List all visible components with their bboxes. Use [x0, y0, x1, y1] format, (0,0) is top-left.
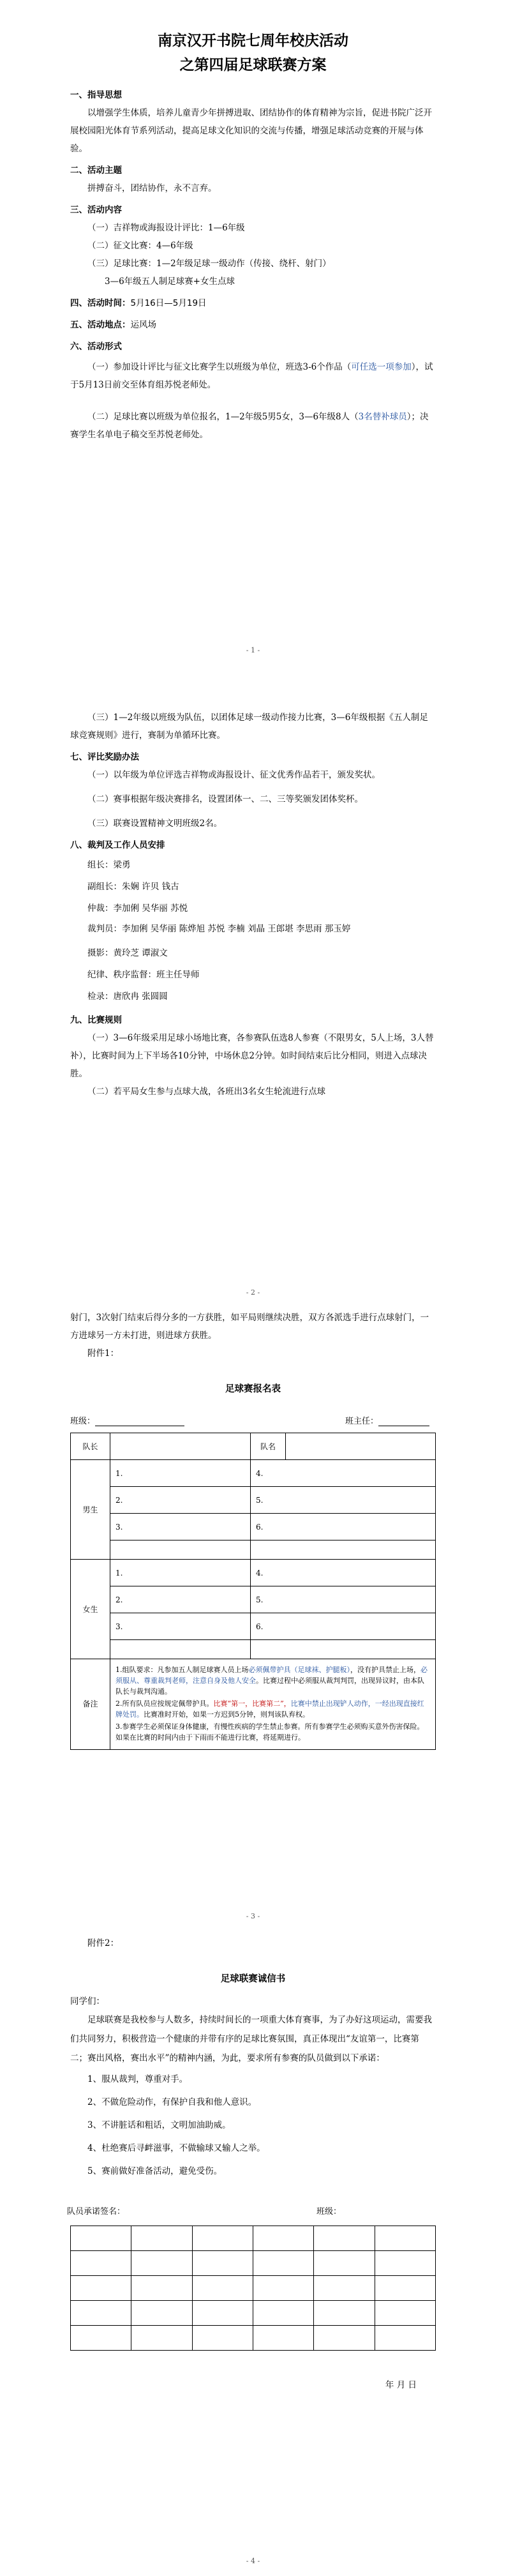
section-7-heading: 七、评比奖励办法 [70, 752, 139, 762]
staff-row: 纪律、秩序监督：班主任导师 [87, 970, 200, 980]
page-2 [0, 709, 506, 1309]
girls-slot[interactable]: 3. [110, 1613, 251, 1640]
signature-cell[interactable] [71, 2226, 131, 2251]
teacher-field [345, 1414, 429, 1426]
attachment-2-label: 附件2： [87, 1938, 119, 1948]
page-4 [0, 1934, 506, 2576]
signature-cell[interactable] [71, 2276, 131, 2301]
table-row [71, 1640, 436, 1659]
signature-cell[interactable] [253, 2226, 313, 2251]
signature-cell[interactable] [71, 2301, 131, 2326]
note-text: 异议时，由本队队长与裁判沟通。 [115, 1676, 424, 1696]
signature-cell[interactable] [375, 2301, 435, 2326]
section-5 [70, 316, 436, 334]
empty-cell[interactable] [110, 1640, 251, 1659]
notes-list [115, 1664, 430, 1743]
page-number-4: - 4 - [246, 2557, 260, 2565]
section-3-item: （二）征文比赛：4—6年级 [87, 241, 193, 251]
pledge-item: 2、不做危险动作，有保护自我和他人意识。 [87, 2097, 257, 2107]
boys-slot[interactable]: 3. [110, 1514, 251, 1540]
pledge-intro: 足球联赛是我校参与人数多，持续时间长的一项重大体育赛事，为了办好这项运动，需要我们共同努力，积极营造一个健康的并带有序的足球比赛氛围，真正体现出“友谊第一，比赛第二；赛出风格，赛出水平”的精神内涵，为此，要求所有参赛的队员做到以下承诺： [70, 2015, 432, 2063]
signature-cell[interactable] [314, 2301, 375, 2326]
section-6-para-2 [70, 408, 436, 444]
registration-header-row [70, 1414, 436, 1426]
signature-row [71, 2301, 436, 2326]
boys-slot[interactable]: 6. [251, 1514, 436, 1540]
pledge-greeting: 同学们： [70, 1996, 105, 2007]
signature-cell[interactable] [314, 2276, 375, 2301]
signature-cell[interactable] [192, 2301, 253, 2326]
staff-row: 摄影：黄玲芝 谭淑文 [87, 948, 168, 958]
pledge-date: 年 月 日 [385, 2380, 417, 2390]
section-9-para-1: （一）3—6年级采用足球小场地比赛，各参赛队伍选8人参赛（不限男女，5人上场，3人替补），比赛时间为上下半场各10分钟，中场休息2分钟。如时间结束后比分相同，则进入点球决胜。 [70, 1033, 434, 1079]
pledge-item: 1、服从裁判，尊重对手。 [87, 2074, 188, 2084]
notes-label: 备注 [71, 1659, 110, 1750]
class-field [70, 1414, 184, 1426]
section-4-value: 5月16日—5月19日 [130, 298, 207, 308]
table-row [71, 1659, 436, 1750]
section-5-label: 五、活动地点： [70, 320, 131, 330]
girls-slot[interactable]: 2. [110, 1586, 251, 1613]
team-label: 队名 [251, 1433, 286, 1460]
signature-cell[interactable] [314, 2226, 375, 2251]
section-2-heading: 二、活动主题 [70, 165, 122, 176]
boys-slot[interactable]: 5. [251, 1487, 436, 1514]
signature-cell[interactable] [192, 2226, 253, 2251]
table-row [71, 1613, 436, 1640]
signature-cell[interactable] [253, 2326, 313, 2351]
note-text: 必须服从、尊重裁判老师，注意自身及他人安全 [115, 1666, 428, 1685]
text-run: ），试于5月13日前交至体育组苏悦老师处。 [70, 362, 433, 390]
class-blank[interactable] [95, 1415, 184, 1426]
signature-cell[interactable] [131, 2301, 192, 2326]
signature-cell[interactable] [131, 2226, 192, 2251]
note-text: 比赛中禁止出现铲人动作，一经出现直接红牌处罚。 [115, 1699, 424, 1719]
signature-cell[interactable] [314, 2326, 375, 2351]
pledge-item: 4、杜绝赛后寻衅滋事，不做输球又输人之举。 [87, 2143, 265, 2153]
table-row [71, 1460, 436, 1487]
text-run: （一）参加设计评比与征文比赛学生以班级为单位，班选3-6个作品（ [87, 362, 352, 372]
empty-cell[interactable] [251, 1640, 436, 1659]
sign-label: 队员承诺签名： [67, 2207, 126, 2217]
registration-title: 足球赛报名表 [225, 1384, 281, 1394]
class-label: 班级： [70, 1417, 96, 1426]
section-3-item: 3—6年级五人制足球赛+女生点球 [105, 276, 235, 287]
signature-cell[interactable] [375, 2251, 435, 2276]
section-5-value: 运风场 [130, 320, 156, 330]
table-row [71, 1540, 436, 1560]
doc-title-line1: 南京汉开书院七周年校庆活动 [158, 33, 348, 49]
section-6-heading: 六、活动形式 [70, 342, 122, 352]
girls-slot[interactable]: 5. [251, 1586, 436, 1613]
page-number-2: - 2 - [246, 1288, 260, 1297]
signature-cell[interactable] [131, 2276, 192, 2301]
note-item [115, 1664, 430, 1697]
staff-row: 组长：梁勇 [87, 860, 131, 870]
sign-header-row [67, 2204, 341, 2217]
signature-row [71, 2251, 436, 2276]
section-4-label: 四、活动时间： [70, 298, 131, 308]
signature-cell[interactable] [131, 2326, 192, 2351]
page-number-1: - 1 - [246, 646, 260, 654]
note-text: 1.组队要求：凡参加五人制足球赛人员上场 [115, 1666, 249, 1674]
section-3-item: （三）足球比赛：1—2年级足球一级动作（传接、绕杆、射门） [87, 259, 331, 269]
pledge-title: 足球联赛诚信书 [220, 1974, 286, 1984]
note-item [115, 1698, 430, 1720]
signature-cell[interactable] [192, 2276, 253, 2301]
table-row [71, 1586, 436, 1613]
staff-row: 检录：唐欣冉 张圆圆 [87, 991, 168, 1002]
signature-cell[interactable] [253, 2251, 313, 2276]
section-6-para-1 [70, 358, 436, 394]
girls-label: 女生 [71, 1560, 110, 1659]
note-text: 3.参赛学生必须保证身体健康，有慢性疾病的学生禁止参赛。所有参赛学生必须购买意外伤害保险。如果在比赛的时间内由于下雨而不能进行比赛，将延期进行。 [115, 1722, 424, 1742]
team-cell[interactable] [286, 1433, 436, 1460]
text-run: （二）足球比赛以班级为单位报名，1—2年级5男5女，3—6年级8人（ [87, 412, 359, 422]
note-text: ，没有护具禁止上场， [350, 1666, 420, 1674]
section-7-item: （二）赛事根据年级决赛排名，设置团体一、二、三等奖颁发团体奖杯。 [87, 794, 363, 804]
section-6-para-3: （三）1—2年级以班级为队伍，以团体足球一级动作接力比赛，3—6年级根据《五人制足球竞赛规则》进行，赛制为单循环比赛。 [70, 712, 428, 741]
page-number-3: - 3 - [246, 1912, 260, 1920]
boys-slot[interactable]: 2. [110, 1487, 251, 1514]
notes-cell [110, 1659, 436, 1750]
section-1-text: 以增强学生体质，培养儿童青少年拼搏进取、团结协作的体育精神为宗旨，促进书院广泛开展校园阳光体育节系列活动，提高足球文化知识的交流与传播，增强足球活动竞赛的开展与体验。 [70, 108, 432, 154]
table-row [71, 1433, 436, 1460]
signature-cell[interactable] [192, 2326, 253, 2351]
pledge-item: 3、不讲脏话和粗话，文明加油助威。 [87, 2120, 231, 2130]
boys-label: 男生 [71, 1460, 110, 1560]
section-9-para-3: 射门，3次射门结束后得分多的一方获胜，如平局则继续决胜，双方各派选手进行点球射门，一方进球另一方未打进，则进球方获胜。 [70, 1313, 429, 1341]
registration-table [70, 1433, 436, 1750]
section-4 [70, 294, 436, 312]
page-3 [0, 1309, 506, 1934]
table-row [71, 1514, 436, 1540]
doc-title-line2: 之第四届足球联赛方案 [179, 57, 327, 73]
pledge-item: 5、赛前做好准备活动，避免受伤。 [87, 2166, 223, 2176]
signature-cell[interactable] [375, 2226, 435, 2251]
captain-label: 队长 [71, 1433, 110, 1460]
note-item [115, 1721, 430, 1743]
note-text: 必须佩带护具（足球袜、护腿板） [248, 1666, 350, 1674]
table-row [71, 1487, 436, 1514]
boys-slot[interactable]: 1. [110, 1460, 251, 1487]
signature-cell[interactable] [192, 2251, 253, 2276]
signature-row [71, 2276, 436, 2301]
section-9-heading: 九、比赛规则 [70, 1015, 122, 1025]
signature-cell[interactable] [375, 2276, 435, 2301]
section-7-item: （三）联赛设置精神文明班级2名。 [87, 818, 223, 829]
girls-slot[interactable]: 4. [251, 1560, 436, 1586]
staff-row: 仲裁：李加俐 吴华丽 苏悦 [87, 903, 188, 914]
signature-table [70, 2226, 436, 2351]
captain-cell[interactable] [110, 1433, 251, 1460]
highlight-text: 3名替补球员 [358, 412, 407, 422]
section-9-para-2: （二）若平局女生参与点球大战，各班出3名女生轮流进行点球 [87, 1087, 326, 1097]
girls-slot[interactable]: 6. [251, 1613, 436, 1640]
section-1-heading: 一、指导思想 [70, 90, 122, 100]
empty-cell[interactable] [110, 1540, 251, 1560]
staff-row: 裁判员：李加俐 吴华丽 陈烨旭 苏悦 李楠 刘晶 王郎堪 李思雨 那玉婷 [87, 924, 351, 934]
staff-row: 副组长：朱娴 许贝 钱古 [87, 882, 179, 892]
note-text: 比赛准时开始，如果一方迟到5分钟，则判该队弃权。 [144, 1710, 309, 1719]
signature-cell[interactable] [253, 2301, 313, 2326]
section-3-item: （一）吉祥物或海报设计评比：1—6年级 [87, 223, 245, 233]
section-7-item: （一）以年级为单位评选吉祥物或海报设计、征文优秀作品若干，颁发奖状。 [87, 770, 380, 780]
teacher-label: 班主任： [345, 1417, 378, 1426]
section-8-heading: 八、裁判及工作人员安排 [70, 840, 165, 850]
signature-cell[interactable] [375, 2326, 435, 2351]
section-3-heading: 三、活动内容 [70, 205, 122, 215]
text-run: ）；决赛学生名单电子稿交至苏悦老师处。 [70, 412, 429, 440]
sign-class-label: 班级： [316, 2207, 341, 2217]
page-1 [0, 0, 506, 709]
teacher-blank[interactable] [378, 1415, 429, 1426]
signature-cell[interactable] [71, 2251, 131, 2276]
signature-cell[interactable] [314, 2251, 375, 2276]
signature-cell[interactable] [253, 2276, 313, 2301]
table-row [71, 1560, 436, 1586]
note-text: 。比赛过程中必须服从裁判判罚，出现 [256, 1676, 375, 1685]
signature-row [71, 2226, 436, 2251]
empty-cell[interactable] [251, 1540, 436, 1560]
highlight-text: 可任选一项参加 [351, 362, 412, 372]
note-text: 2.所有队员应按规定佩带护具。 [115, 1699, 214, 1708]
section-2-text: 拼搏奋斗，团结协作，永不言弃。 [87, 183, 217, 193]
boys-slot[interactable]: 4. [251, 1460, 436, 1487]
signature-cell[interactable] [71, 2326, 131, 2351]
attachment-1-label: 附件1： [87, 1348, 119, 1359]
note-text: 比赛“第一，比赛第二”， [213, 1699, 291, 1708]
signature-cell[interactable] [131, 2251, 192, 2276]
girls-slot[interactable]: 1. [110, 1560, 251, 1586]
signature-row [71, 2326, 436, 2351]
